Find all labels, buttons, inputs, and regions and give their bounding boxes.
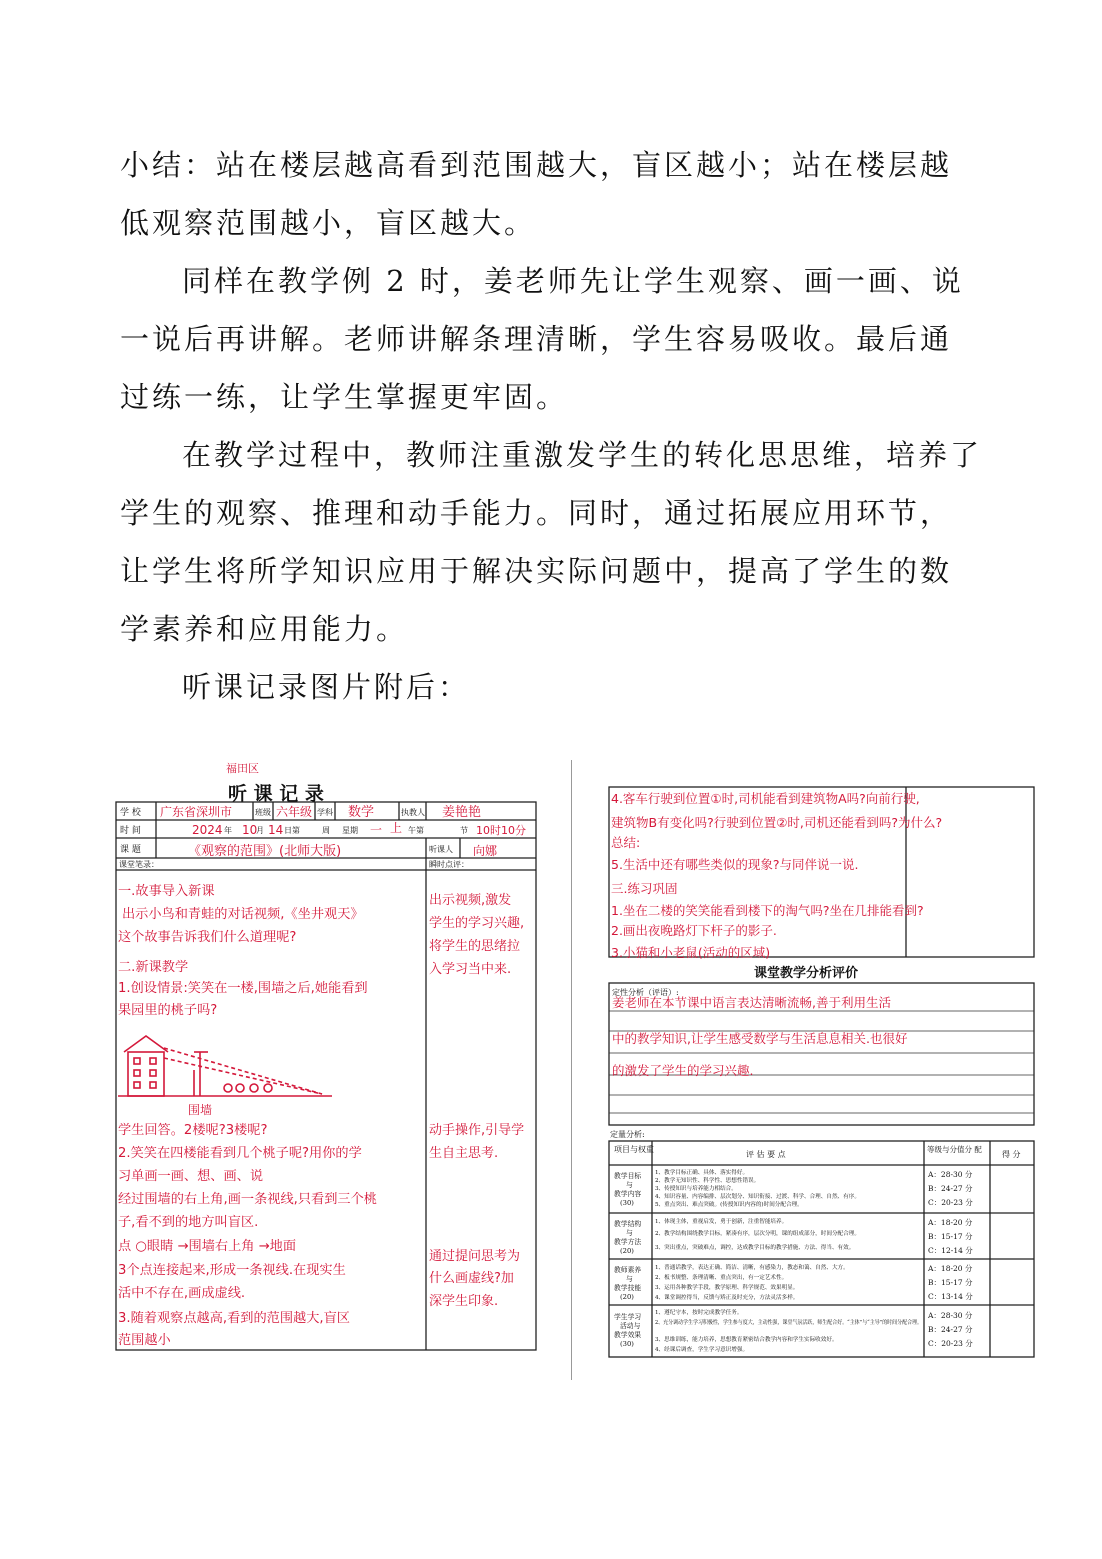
row-grade: C：12-14 分 [928, 1246, 973, 1255]
continuation-line: 1.坐在二楼的笑笑能看到楼下的淘气吗?坐在几排能看到? [611, 903, 924, 918]
day-label: 日第 [284, 826, 300, 835]
comment-line: 学生的学习兴趣, [429, 916, 525, 931]
comment-line: 生自主思考. [429, 1146, 499, 1161]
hw-topic: 《观察的范围》(北师大版) [188, 844, 342, 859]
row-grade: B：24-27 分 [928, 1325, 973, 1334]
sheet-title: 听 课 记 录 [228, 783, 324, 805]
subject-label: 学科 [317, 808, 333, 817]
row-item: (30) [620, 1340, 634, 1348]
row-item: (20) [620, 1293, 634, 1301]
continuation-line: 3.小猫和小老鼠(活动的区域) [611, 945, 771, 960]
hw-ampm: 上 [390, 821, 403, 835]
summary-paragraph: 小结：站在楼层越高看到范围越大，盲区越小；站在楼层越低观察范围越小，盲区越大。 [120, 148, 953, 240]
continuation-line: 总结: [611, 835, 641, 850]
evaluation-title: 课堂教学分析评价 [754, 966, 859, 981]
quantitative-label: 定量分析: [610, 1130, 645, 1139]
note-line: 范围越小 [118, 1333, 171, 1348]
section-label: 节 [460, 826, 468, 835]
row-point: 3、思维训练，能力培养，思想教育紧密结合教学内容和学生实际收效好。 [655, 1337, 838, 1343]
comment-line: 深学生印象. [429, 1294, 499, 1309]
notes-label: 课堂笔录： [119, 860, 159, 869]
note-line: 学生回答。2楼呢?3楼呢? [118, 1123, 268, 1138]
qualitative-label: 定性分析（评语）: [612, 988, 679, 997]
row-grade: A：28-30 分 [928, 1311, 973, 1320]
row-item: 与 [626, 1275, 633, 1283]
listener-label: 听课人 [429, 845, 453, 854]
hw-month: 10 [242, 823, 258, 837]
qualitative-line: 中的教学知识,让学生感受数学与生活息息相关.也很好 [612, 1031, 908, 1046]
month-label: 月 [256, 826, 264, 835]
row-grade: A：18-20 分 [928, 1218, 973, 1227]
hw-district: 福田区 [226, 762, 259, 775]
row-item: (30) [620, 1199, 634, 1207]
note-line: 出示小鸟和青蛙的对话视频,《坐井观天》 [122, 907, 364, 922]
note-line: 一.故事导入新课 [118, 884, 215, 899]
note-line: 子,看不到的地方叫盲区. [118, 1215, 259, 1230]
header-grades: 等级与分值分 配 [927, 1145, 982, 1154]
attachment-note: 听课记录图片附后： [182, 670, 471, 704]
hw-grade: 六年级 [276, 805, 313, 819]
row-point: 3、传授知识与培养能力相结合。 [655, 1186, 737, 1192]
row-point: 1、教学目标正确、具体、落实得好。 [655, 1170, 749, 1176]
row-item: 教学技能 [614, 1284, 642, 1292]
row-item: 教学结构 [614, 1220, 642, 1228]
note-line: 3.随着观察点越高,看到的范围越大,盲区 [118, 1311, 350, 1326]
lesson-record-photo [108, 752, 540, 1360]
hw-day: 14 [268, 823, 284, 837]
row-item: 教学内容 [614, 1190, 642, 1198]
example2-paragraph: 同样在教学例 2 时，姜老师先让学生观察、画一画、说一说后再讲解。老师讲解条理清晰，学生容易吸收。最后通过练一练，让学生掌握更牢固。 [120, 264, 964, 414]
hw-school: 广东省深圳市 [160, 805, 233, 819]
row-item: 活动与 [620, 1322, 641, 1330]
note-line: 这个故事告诉我们什么道理呢? [118, 930, 297, 945]
header-item: 项目与权重 [614, 1145, 654, 1154]
hw-teacher: 姜艳艳 [442, 805, 482, 820]
header-points: 评 估 要 点 [746, 1150, 786, 1159]
note-line: 3个点连接起来,形成一条视线.在现实生 [118, 1263, 346, 1278]
row-item: 教学目标 [614, 1172, 642, 1180]
row-point: 3、突出重点，突破难点，调控，达成教学目标的教学措施、方法、得当、有效。 [655, 1245, 855, 1251]
note-line: 二.新课教学 [118, 960, 189, 975]
topic-label: 课 题 [120, 845, 141, 855]
row-item: 与 [626, 1229, 633, 1237]
continuation-line: 2.画出夜晚路灯下杆子的影子. [611, 923, 777, 938]
qualitative-line: 的激发了学生的学习兴趣. [612, 1063, 754, 1078]
row-item: (20) [620, 1247, 634, 1255]
row-grade: A：18-20 分 [928, 1264, 973, 1273]
school-label: 学 校 [120, 808, 141, 818]
note-line: 点 ○眼睛 →围墙右上角 →地面 [118, 1239, 297, 1254]
continuation-line: 建筑物B有变化吗?行驶到位置②时,司机还能看到吗?为什么? [611, 815, 943, 830]
note-line: 2.笑笑在四楼能看到几个桃子呢?用你的学 [118, 1146, 362, 1161]
row-grade: C：20-23 分 [928, 1198, 973, 1207]
hw-weekday: 一 [370, 823, 383, 837]
grade-label: 班级 [255, 808, 271, 817]
comment-line: 将学生的思绪拉 [429, 939, 521, 954]
note-line: 活中不存在,画成虚线. [118, 1286, 246, 1301]
photo-divider [571, 760, 572, 1380]
row-point: 2、教学结构围绕教学目标，紧凑有序，层次分明，课的组成部分，时间分配合理。 [655, 1231, 860, 1237]
week-label: 周 [322, 826, 330, 835]
note-line: 习单画一画、想、画、说 [118, 1169, 264, 1184]
row-point: 1、普通话教学，表达正确、简洁、清晰，有感染力，教态和蔼、自然、大方。 [655, 1265, 849, 1271]
comment-label: 瞬时点评： [429, 860, 469, 869]
year-label: 年 [224, 826, 232, 835]
row-point: 4、知识容量、内容编排、层次划分、知识衔接、过渡、科学、合理、自然、有序。 [655, 1194, 860, 1200]
row-item: 与 [626, 1181, 633, 1189]
row-point: 1、遵纪守本，按时完成教学任务。 [655, 1310, 743, 1316]
hw-year: 2024 [192, 823, 223, 837]
row-point: 2、教学无知识性、科学性、思想性错误。 [655, 1178, 760, 1184]
time-label: 时 间 [120, 826, 141, 836]
hw-time: 10时10分 [476, 824, 526, 837]
row-point: 2、充分调动学生学习积极性，学生参与度大，主动性强，课堂气氛活跃，师生配合好。“主体”与“主导”的时间分配合理。 [655, 1320, 956, 1326]
note-line: 果园里的桃子吗? [118, 1003, 218, 1018]
continuation-line: 三.练习巩固 [611, 881, 678, 896]
hw-subject: 数学 [348, 805, 375, 820]
note-line: 经过围墙的右上角,画一条视线,只看到三个桃 [118, 1192, 377, 1207]
row-item: 学生学习 [614, 1313, 642, 1321]
row-grade: C：13-14 分 [928, 1292, 973, 1301]
header-score: 得 分 [1002, 1150, 1021, 1159]
row-grade: A：28-30 分 [928, 1170, 973, 1179]
period-label: 午第 [408, 826, 424, 835]
comment-line: 什么画虚线?加 [429, 1271, 514, 1286]
hw-listener: 向娜 [473, 844, 498, 858]
comment-line: 出示视频,激发 [429, 893, 512, 908]
teacher-label: 执教人 [401, 808, 425, 817]
comment-line: 动手操作,引导学 [429, 1123, 525, 1138]
row-grade: C：20-23 分 [928, 1339, 973, 1348]
continuation-line: 4.客车行驶到位置①时,司机能看到建筑物A吗?向前行驶, [611, 791, 920, 806]
evaluation-photo [606, 785, 1042, 1359]
wall-label: 围墙 [188, 1103, 213, 1117]
row-item: 教学效果 [614, 1331, 642, 1339]
row-item: 教学方法 [614, 1238, 642, 1246]
row-grade: B：15-17 分 [928, 1278, 973, 1287]
row-point: 3、运用各种教学手段，教学原理、科学规范、效果明显。 [655, 1285, 799, 1291]
row-grade: B：15-17 分 [928, 1232, 973, 1241]
row-point: 5、重点突出、难点突破。(传授知识内容的)时间分配合理。 [655, 1202, 803, 1208]
continuation-line: 5.生活中还有哪些类似的现象?与同伴说一说. [611, 857, 859, 872]
note-line: 1.创设情景:笑笑在一楼,围墙之后,她能看到 [118, 981, 368, 996]
row-point: 1、体现主体，重视启发，勇于创新，注重智能培养。 [655, 1219, 788, 1225]
weekday-label: 星期 [342, 826, 358, 835]
row-point: 2、板书规整、条理清晰、重点突出，有一定艺术性。 [655, 1275, 788, 1281]
comment-line: 入学习当中来. [429, 962, 512, 977]
row-point: 4、课堂调控得当，反馈与矫正及时充分，方法灵活多样。 [655, 1295, 799, 1301]
comment-line: 通过提问思考为 [429, 1249, 521, 1264]
row-item: 教师素养 [614, 1266, 642, 1274]
row-point: 4、经课后调查，学生学习意识增强。 [655, 1347, 749, 1353]
row-grade: B：24-27 分 [928, 1184, 973, 1193]
qualitative-line: 姜老师在本节课中语言表达清晰流畅,善于利用生活 [612, 995, 891, 1010]
teaching-process-paragraph: 在教学过程中，教师注重激发学生的转化思思维，培养了学生的观察、推理和动手能力。同时，通过拓展应用环节，让学生将所学知识应用于解决实际问题中，提高了学生的数学素养和应用能力。 [120, 438, 983, 646]
